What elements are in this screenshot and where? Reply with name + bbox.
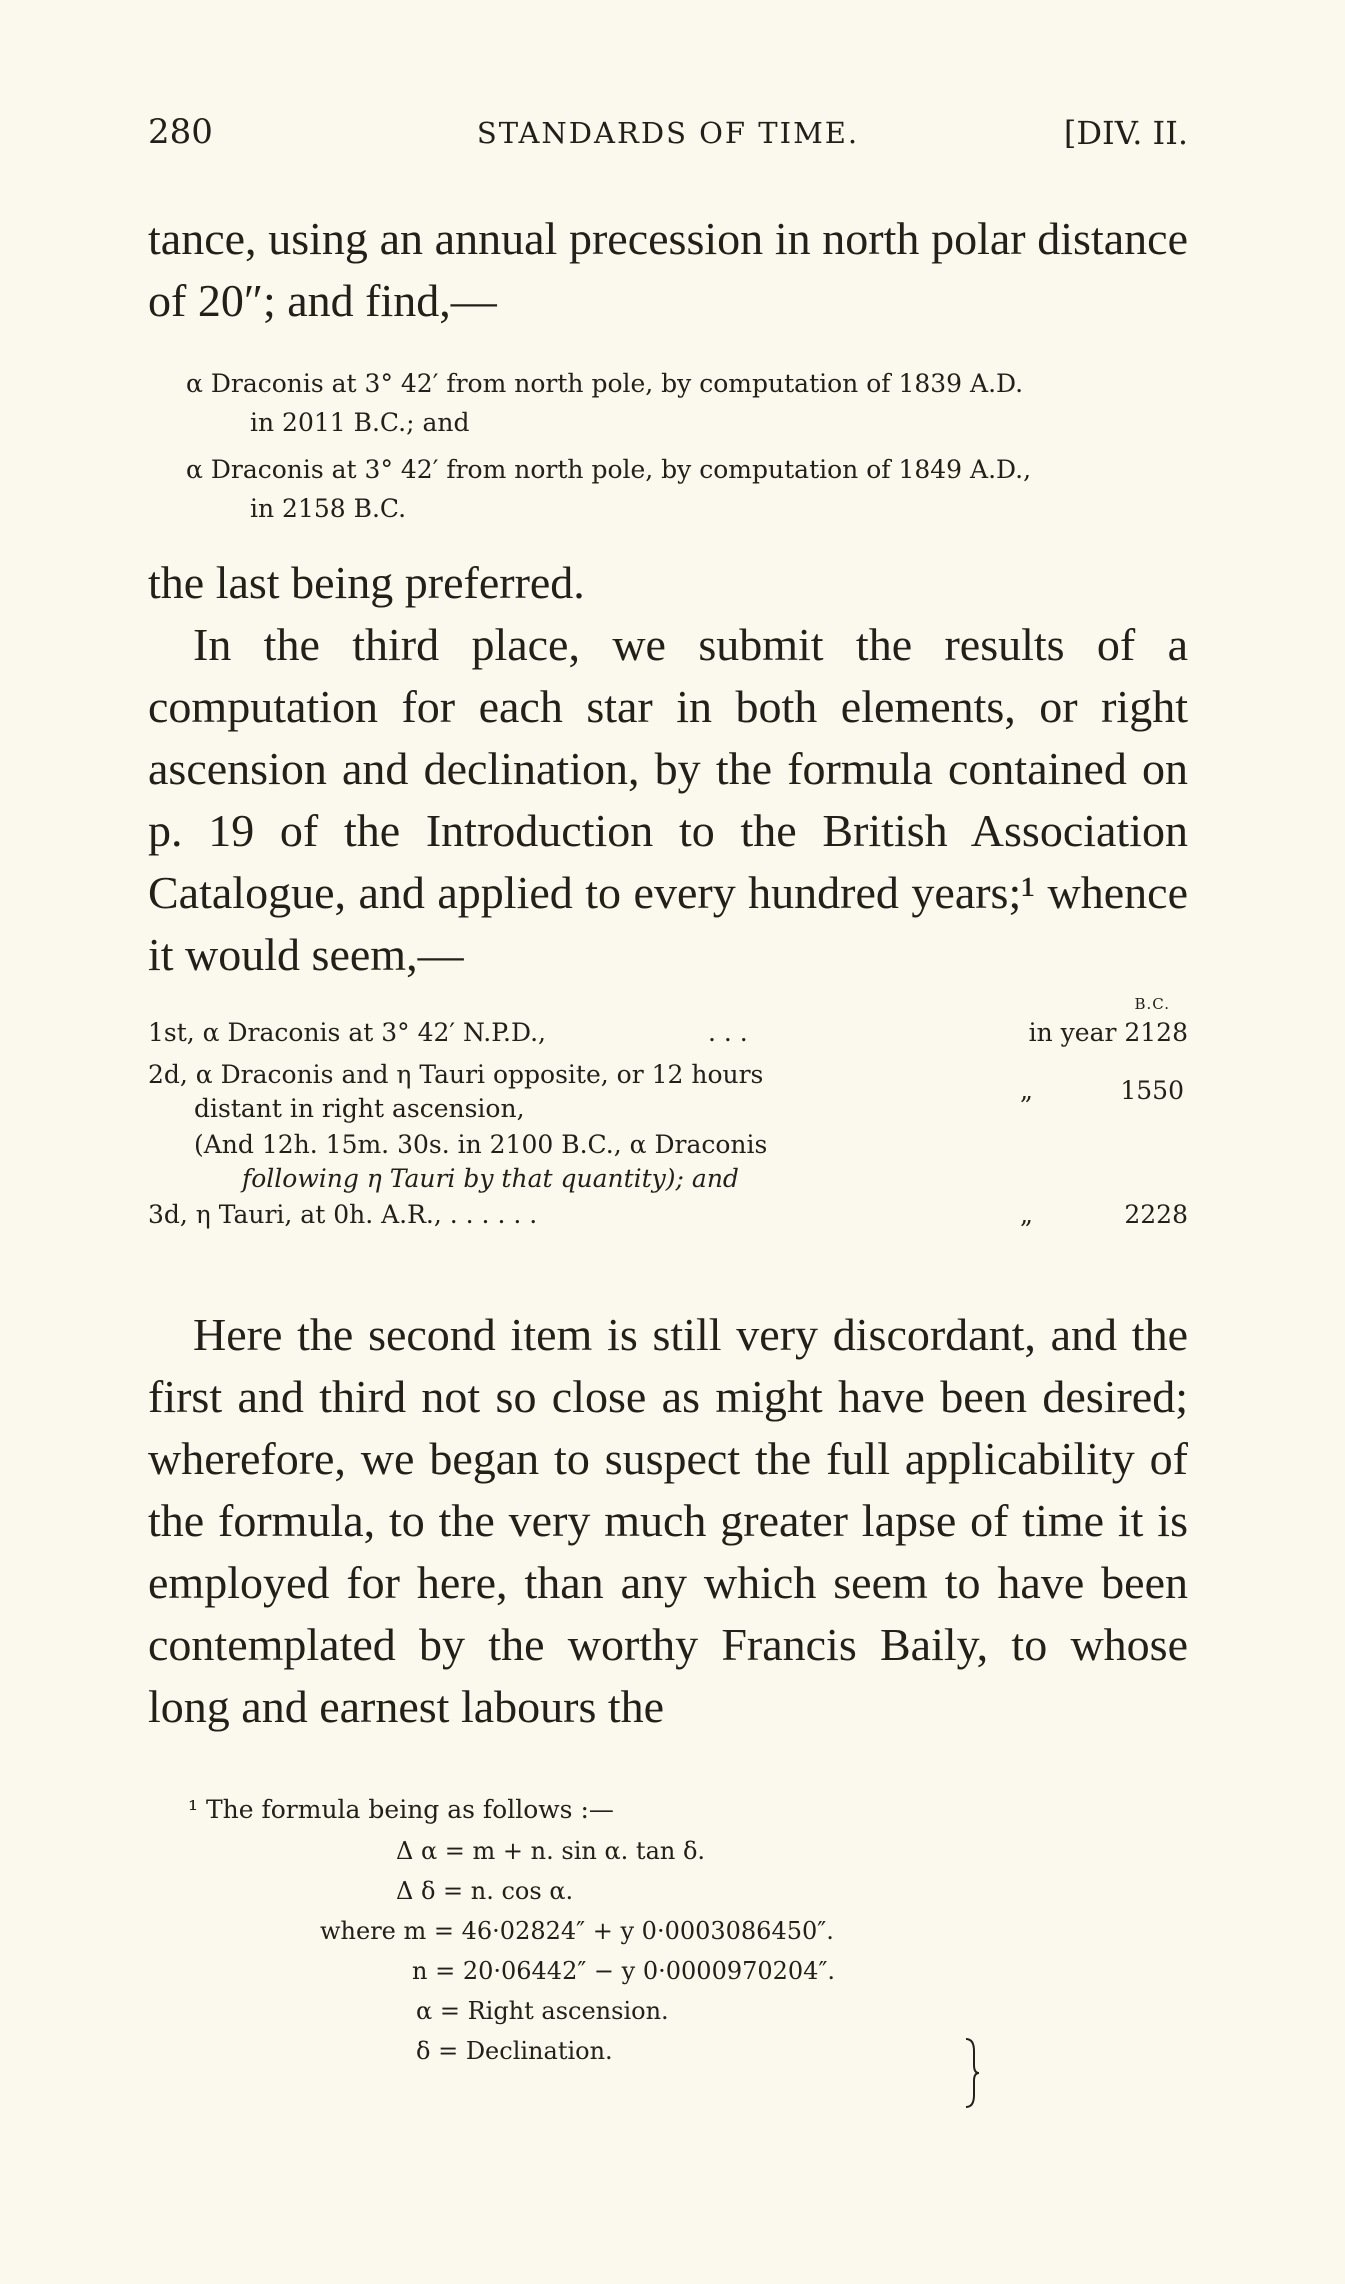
row-3-label: 3d, η Tauri, at 0h. A.R., . . . . . . xyxy=(148,1200,538,1229)
row-2-ditto: „ xyxy=(1020,1076,1033,1105)
bc-column-label: B.C. xyxy=(1134,995,1170,1013)
table-row-1 xyxy=(148,1013,1188,1047)
note-line-cont: following η Tauri by that quantity); and xyxy=(242,1164,739,1193)
formula-line-3: where m = 46·02824″ + y 0·0003086450″. xyxy=(320,1917,834,1945)
row-1-leader: . . . xyxy=(708,1018,748,1047)
formula-line-4: n = 20·06442″ − y 0·0000970204″. xyxy=(412,1957,836,1985)
table-note xyxy=(148,1125,1188,1159)
paragraph-3: In the third place, we submit the results of a computation for each star in both elements, or right ascension and declination, by the formula contained on p. 19 of the Introduction to the British Association Catalogue, and applied to every hundred years;¹ whence it would seem,— xyxy=(148,619,1188,980)
table-note-cont xyxy=(148,1159,1188,1193)
formula-line-2: Δ δ = n. cos α. xyxy=(396,1877,574,1905)
paragraph-2: the last being preferred. xyxy=(148,557,585,608)
formula-line-6: δ = Declination. xyxy=(416,2037,613,2065)
formula-line-5: α = Right ascension. xyxy=(416,1997,669,2025)
table-row-3 xyxy=(148,1195,1188,1229)
quote-line-1: α Draconis at 3° 42′ from north pole, by computation of 1839 A.D. xyxy=(186,369,1024,398)
row-2-cont: distant in right ascension, xyxy=(194,1094,525,1123)
row-2-year: 1550 xyxy=(1120,1076,1184,1105)
quote-line-2: α Draconis at 3° 42′ from north pole, by computation of 1849 A.D., xyxy=(186,455,1032,484)
division-label: [DIV. II. xyxy=(1063,114,1188,152)
table-row-2-year xyxy=(148,1071,1188,1105)
formula-line-1: Δ α = m + n. sin α. tan δ. xyxy=(396,1837,706,1865)
quote-line-2-cont: in 2158 B.C. xyxy=(250,494,407,523)
quote-line-1-cont: in 2011 B.C.; and xyxy=(250,408,470,437)
quote-entry-1 xyxy=(186,364,1146,442)
row-1-year: in year 2128 xyxy=(1028,1018,1188,1047)
row-3-ditto: „ xyxy=(1020,1200,1033,1229)
row-1-label: 1st, α Draconis at 3° 42′ N.P.D., xyxy=(148,1018,546,1047)
row-2-label: 2d, α Draconis and η Tauri opposite, or 12 hours xyxy=(148,1060,764,1089)
page-number: 280 xyxy=(148,112,213,152)
footnote-intro: ¹ The formula being as follows :— xyxy=(188,1795,614,1824)
note-line: (And 12h. 15m. 30s. in 2100 B.C., α Draconis xyxy=(194,1130,768,1159)
right-brace-icon xyxy=(964,2037,980,2109)
running-head xyxy=(148,112,1188,172)
quote-entry-2 xyxy=(186,450,1146,528)
running-title: STANDARDS OF TIME. xyxy=(476,116,860,150)
row-3-year: 2228 xyxy=(1124,1200,1188,1229)
paragraph-4: Here the second item is still very discordant, and the first and third not so close as might have been desired; wherefore, we began to suspect the full applicability of the formula, to the very much greater lapse of time it is employed for here, than any which seem to have been contemplated by the worthy Francis Baily, to whose long and earnest labours the xyxy=(148,1309,1188,1732)
paragraph-1: tance, using an annual precession in north polar distance of 20″; and find,— xyxy=(148,213,1188,326)
